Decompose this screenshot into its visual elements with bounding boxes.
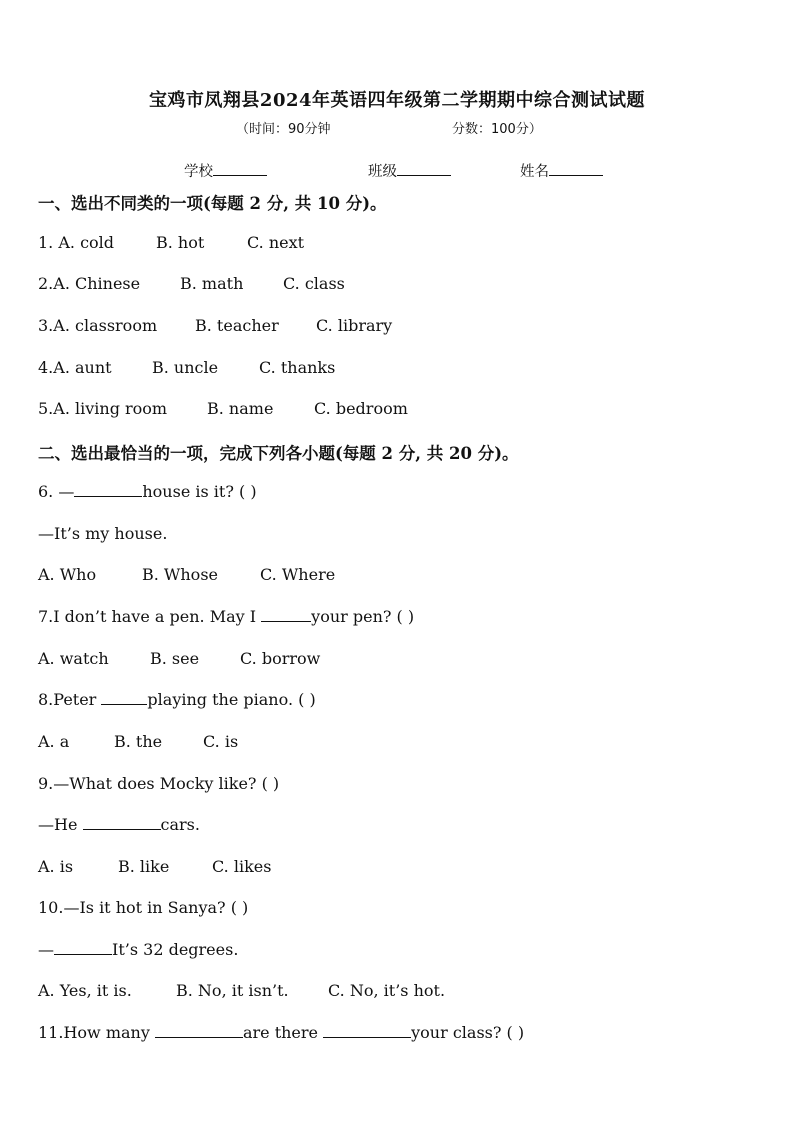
section-1-heading: 一、选出不同类的一项(每题 2 分, 共 10 分)。 xyxy=(38,194,387,213)
school-field xyxy=(184,160,267,181)
q7-stem xyxy=(38,607,414,626)
name-blank[interactable] xyxy=(549,161,603,176)
class-blank[interactable] xyxy=(397,161,451,176)
q9-answer-start: —He xyxy=(38,815,83,834)
q4-option-a: 4.A. aunt xyxy=(38,358,112,377)
exam-time: （时间：90分钟 xyxy=(236,122,331,137)
school-label: 学校 xyxy=(184,164,213,180)
q5-option-b: B. name xyxy=(207,399,274,418)
q1-option-b: B. hot xyxy=(156,233,205,252)
q6-blank[interactable] xyxy=(74,482,142,497)
q7-option-a: A. watch xyxy=(38,649,109,668)
q6-answer-line: —It’s my house. xyxy=(38,524,168,543)
q3-option-a: 3.A. classroom xyxy=(38,316,158,335)
class-field xyxy=(368,160,451,181)
q6-option-c: C. Where xyxy=(260,565,336,584)
q10-answer-start: — xyxy=(38,940,54,959)
q1-option-a: 1. A. cold xyxy=(38,233,115,252)
q6-option-a: A. Who xyxy=(38,565,97,584)
q6-stem-end: house is it? ( ) xyxy=(142,482,257,501)
q6-stem-start: 6. — xyxy=(38,482,75,501)
class-label: 班级 xyxy=(368,164,397,180)
q8-option-a: A. a xyxy=(38,732,70,751)
q6-option-b: B. Whose xyxy=(142,565,218,584)
q9-blank[interactable] xyxy=(83,815,161,830)
q7-blank[interactable] xyxy=(261,607,311,622)
q4-option-b: B. uncle xyxy=(152,358,219,377)
q8-blank[interactable] xyxy=(101,690,147,705)
q9-option-a: A. is xyxy=(38,857,74,876)
q8-stem-start: 8.Peter xyxy=(38,690,102,709)
q5-option-c: C. bedroom xyxy=(314,399,408,418)
q2-option-a: 2.A. Chinese xyxy=(38,274,141,293)
name-field xyxy=(520,160,603,181)
q11-stem-end: your class? ( ) xyxy=(411,1023,525,1042)
q8-option-c: C. is xyxy=(203,732,239,751)
q9-answer-end: cars. xyxy=(160,815,200,834)
q9-answer-line xyxy=(38,815,200,834)
q10-answer-end: It’s 32 degrees. xyxy=(112,940,239,959)
q2-option-b: B. math xyxy=(180,274,244,293)
q7-stem-start: 7.I don’t have a pen. May I xyxy=(38,607,262,626)
q9-option-b: B. like xyxy=(118,857,170,876)
q3-option-c: C. library xyxy=(316,316,393,335)
q7-option-b: B. see xyxy=(150,649,200,668)
q7-option-c: C. borrow xyxy=(240,649,321,668)
q1-option-c: C. next xyxy=(247,233,305,252)
q10-blank[interactable] xyxy=(54,940,112,955)
q3-option-b: B. teacher xyxy=(195,316,279,335)
q10-option-c: C. No, it’s hot. xyxy=(328,981,446,1000)
q11-stem-start: 11.How many xyxy=(38,1023,155,1042)
q5-option-a: 5.A. living room xyxy=(38,399,168,418)
exam-score: 分数：100分） xyxy=(452,122,542,137)
school-blank[interactable] xyxy=(213,161,267,176)
q10-stem: 10.—Is it hot in Sanya? ( ) xyxy=(38,898,249,917)
page-title: 宝鸡市凤翔县2024年英语四年级第二学期期中综合测试试题 xyxy=(148,90,646,111)
q8-stem-end: playing the piano. ( ) xyxy=(147,690,316,709)
q4-option-c: C. thanks xyxy=(259,358,336,377)
q10-answer-line xyxy=(38,940,238,959)
q11-stem xyxy=(38,1023,524,1042)
q10-option-b: B. No, it isn’t. xyxy=(176,981,289,1000)
q11-blank-2[interactable] xyxy=(323,1023,411,1038)
q10-option-a: A. Yes, it is. xyxy=(38,981,132,1000)
q7-stem-end: your pen? ( ) xyxy=(311,607,415,626)
q11-stem-middle: are there xyxy=(242,1023,324,1042)
q11-blank-1[interactable] xyxy=(155,1023,243,1038)
name-label: 姓名 xyxy=(520,164,549,180)
q9-option-c: C. likes xyxy=(212,857,272,876)
q2-option-c: C. class xyxy=(283,274,345,293)
section-2-heading: 二、选出最恰当的一项，完成下列各小题(每题 2 分, 共 20 分)。 xyxy=(38,444,519,463)
q8-option-b: B. the xyxy=(114,732,163,751)
q8-stem xyxy=(38,690,316,709)
q9-stem: 9.—What does Mocky like? ( ) xyxy=(38,774,280,793)
q6-stem xyxy=(38,482,257,501)
